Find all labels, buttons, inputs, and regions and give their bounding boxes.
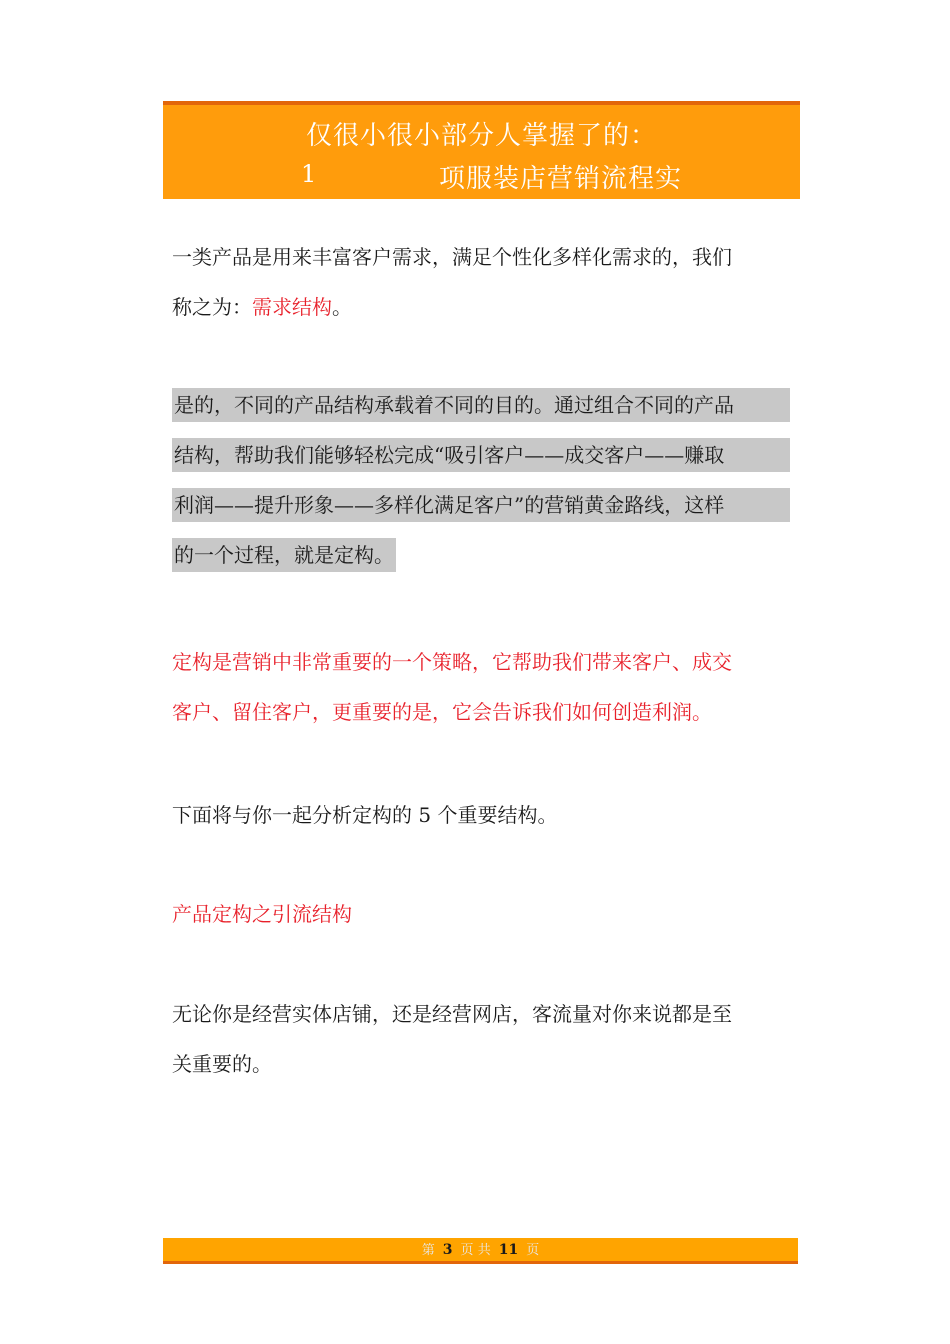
highlighted-line: 结构，帮助我们能够轻松完成“吸引客户——成交客户——赚取 (172, 438, 790, 472)
current-page-number: 3 (442, 1242, 453, 1258)
section-heading (172, 889, 792, 939)
page-footer (163, 1238, 798, 1264)
paragraph-demand-structure (172, 232, 792, 332)
header-title-line1: 仅很小很小部分人掌握了的： (305, 121, 657, 151)
paragraph-text: 下面将与你一起分析定构的 5 个重要结构。 (172, 803, 558, 827)
paragraph-text: 一类产品是用来丰富客户需求，满足个性化多样化需求的，我们 (172, 245, 732, 269)
paragraph-strategy (172, 637, 792, 737)
paragraph-intro (172, 790, 792, 840)
highlight-term: 需求结构 (252, 295, 332, 319)
highlighted-line: 的一个过程，就是定构。 (172, 538, 396, 572)
paragraph-text: 关重要的。 (172, 1052, 272, 1076)
header-banner (163, 101, 800, 199)
highlighted-line: 利润——提升形象——多样化满足客户”的营销黄金路线，这样 (172, 488, 790, 522)
footer-word: 页 (526, 1243, 540, 1258)
footer-word: 页 (460, 1243, 474, 1258)
footer-word: 第 (421, 1243, 435, 1258)
highlighted-paragraph (172, 388, 792, 588)
highlighted-line: 是的，不同的产品结构承载着不同的目的。通过组合不同的产品 (172, 388, 790, 422)
paragraph-text: 称之为： (172, 295, 252, 319)
paragraph-text: 无论你是经营实体店铺，还是经营网店，客流量对你来说都是至 (172, 1002, 732, 1026)
header-title-line2: 项服装店营销流程实 (439, 164, 683, 194)
paragraph-text: 定构是营销中非常重要的一个策略，它帮助我们带来客户、成交 (172, 650, 732, 674)
total-page-number: 11 (498, 1242, 519, 1258)
footer-word: 共 (477, 1243, 491, 1258)
paragraph-text: 。 (332, 295, 352, 319)
paragraph-text: 客户、留住客户，更重要的是，它会告诉我们如何创造利润。 (172, 700, 712, 724)
paragraph-traffic (172, 989, 792, 1089)
header-title-number: 1 (301, 160, 317, 188)
heading-text: 产品定构之引流结构 (172, 902, 352, 926)
